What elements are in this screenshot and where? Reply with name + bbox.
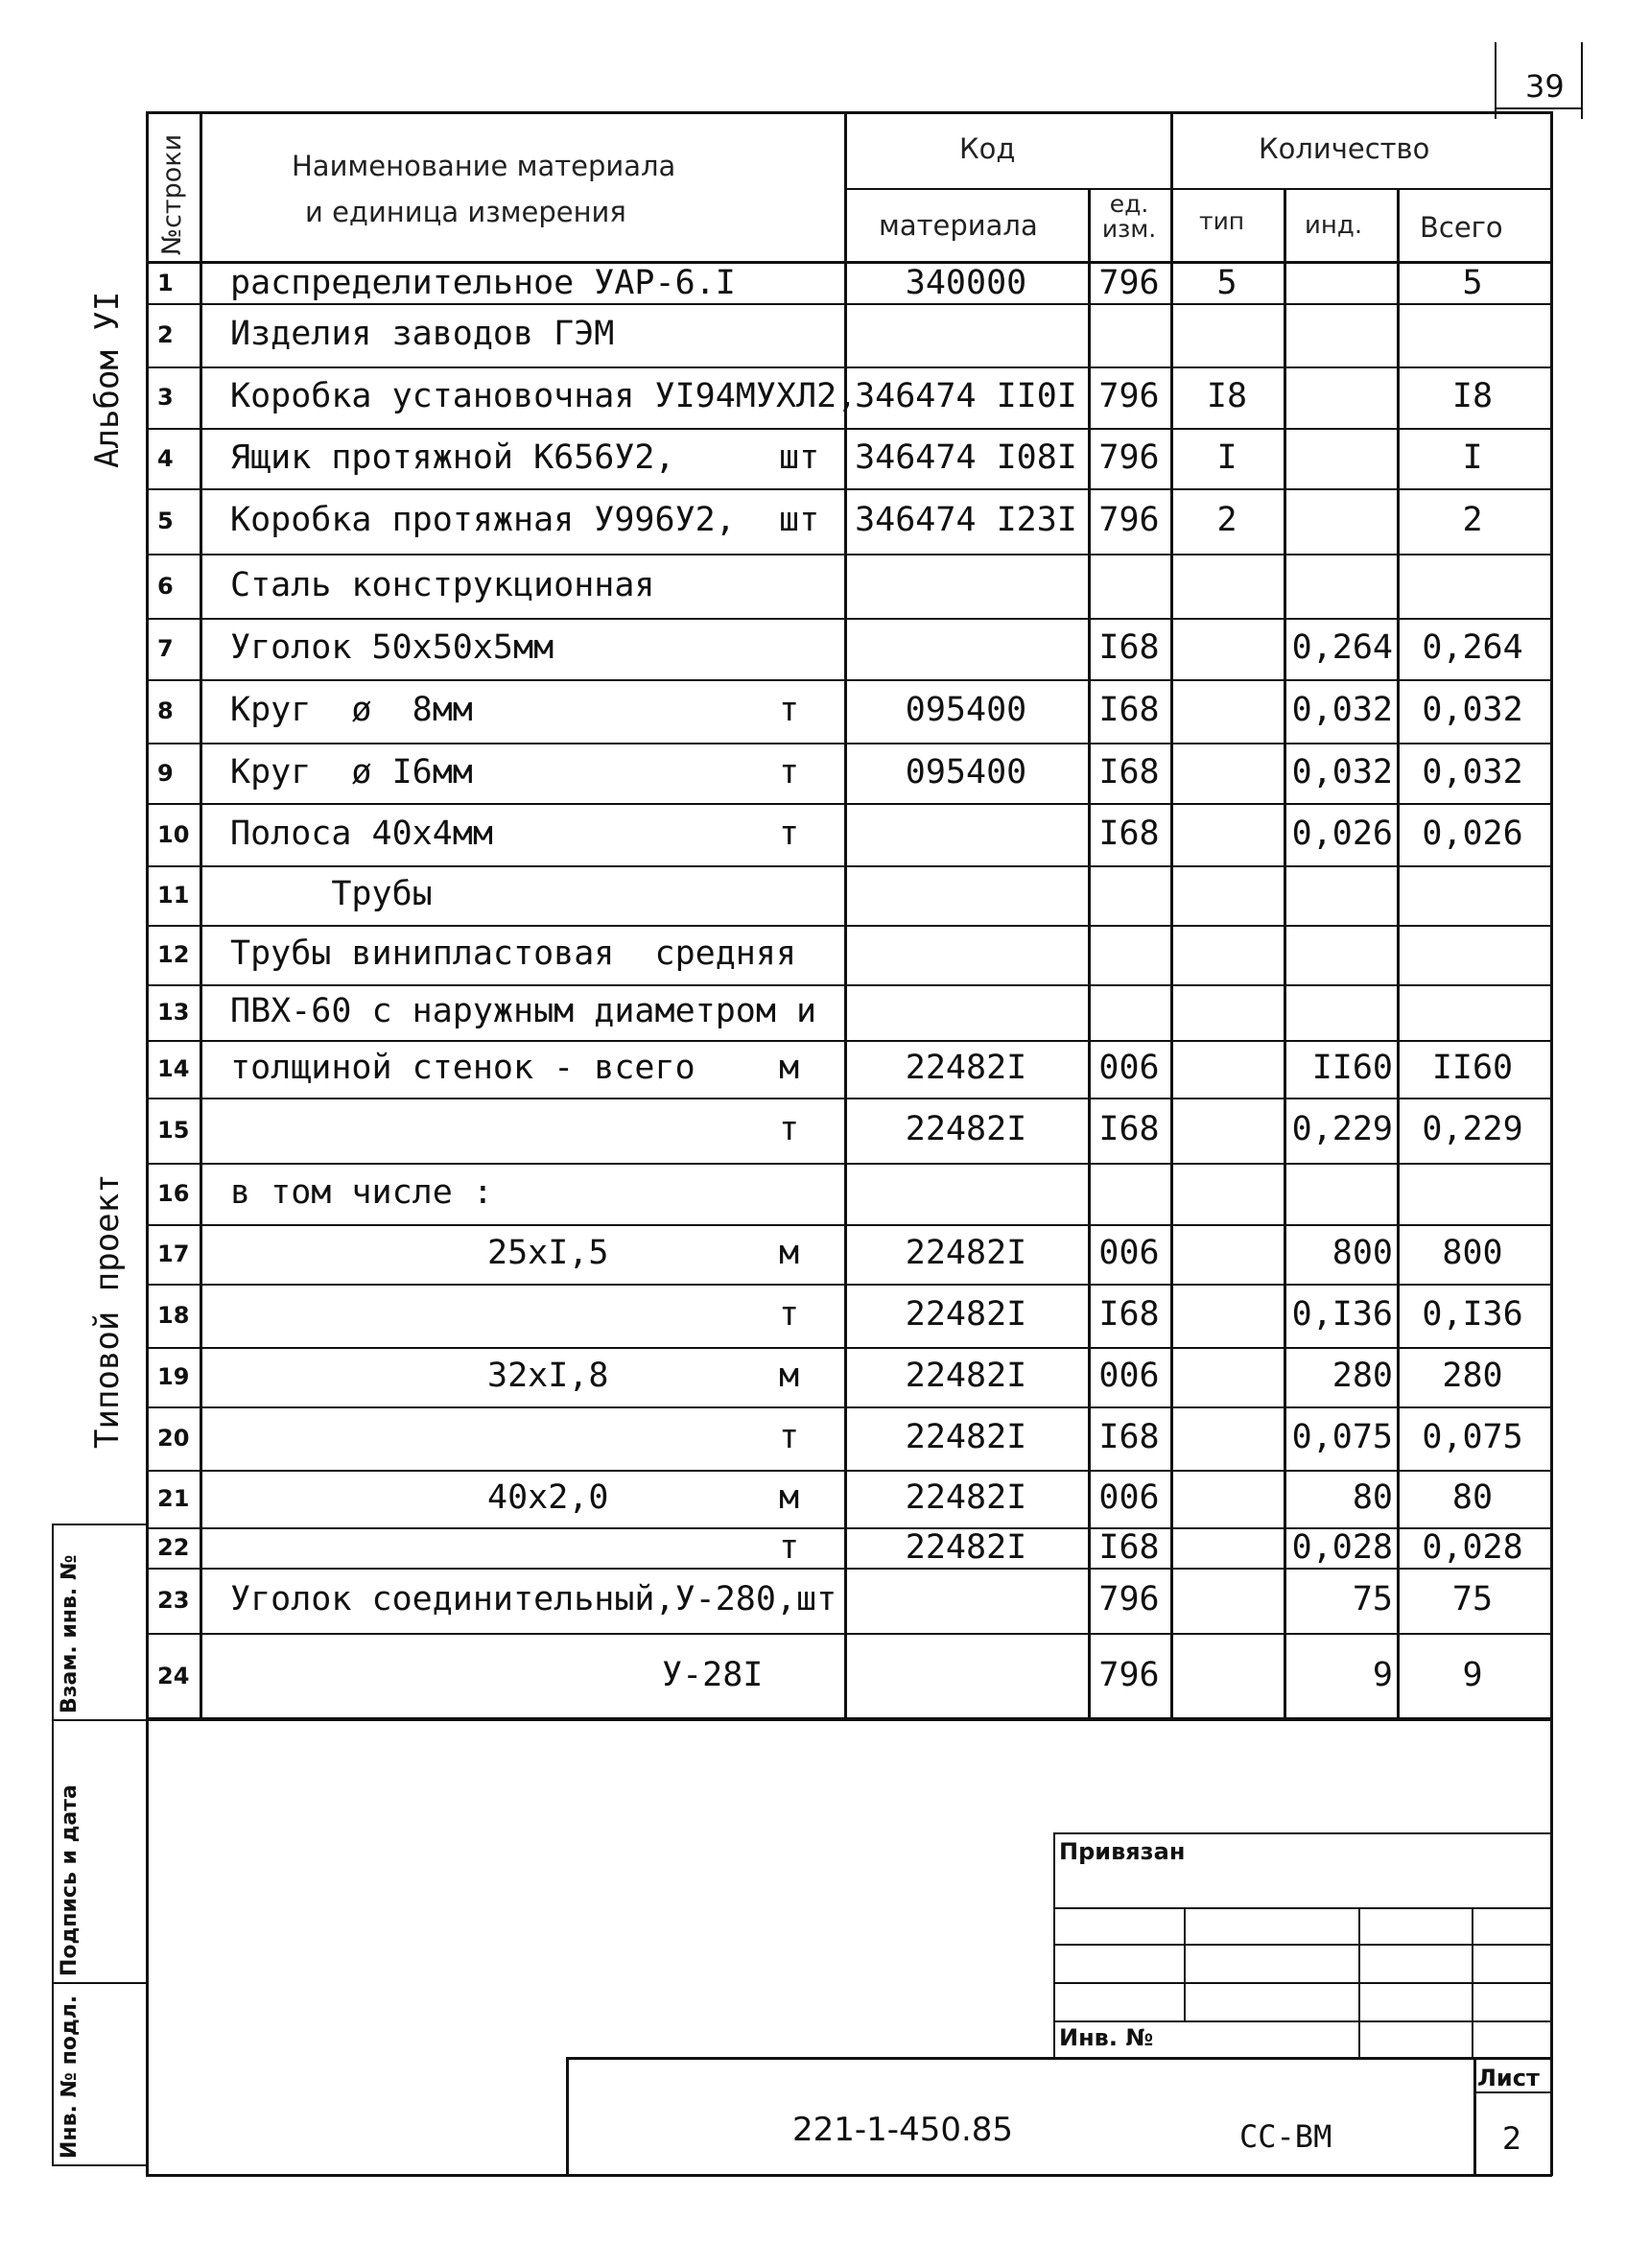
material-name: в том числе :	[230, 1173, 493, 1212]
qty-typ-header: тип	[1199, 207, 1245, 235]
name-header-line1: Наименование материала	[292, 150, 676, 182]
quantity-total: 0,032	[1422, 752, 1523, 791]
unit-of-measure: м	[779, 1049, 800, 1087]
row-number: 18	[157, 1302, 190, 1329]
row-divider	[146, 803, 1552, 805]
row-number: 4	[157, 444, 174, 472]
material-name: толщиной стенок - всего	[230, 1049, 695, 1087]
side-label-inv-podl: Инв. № подл.	[58, 1995, 82, 2159]
row-divider	[146, 679, 1552, 681]
quantity-total: 75	[1451, 1580, 1494, 1618]
unit-code: I68	[1098, 1295, 1160, 1334]
unit-of-measure: м	[779, 1234, 800, 1272]
material-name: Уголок соединительный,У-280,шт	[230, 1580, 837, 1618]
row-divider	[146, 554, 1552, 555]
row-divider	[146, 618, 1552, 620]
code-header: Код	[959, 132, 1016, 165]
unit-code: 006	[1098, 1478, 1160, 1517]
row-divider	[146, 925, 1552, 927]
designation: 221-1-450.85	[792, 2111, 1014, 2149]
quantity-total: 80	[1451, 1478, 1494, 1517]
quantity-total: II60	[1431, 1049, 1514, 1087]
row-number: 15	[157, 1117, 190, 1144]
row-divider	[146, 1568, 1552, 1570]
material-name: 25хI,5	[487, 1234, 609, 1272]
row-number: 24	[157, 1663, 190, 1689]
sheet-number: 2	[1502, 2120, 1522, 2157]
row-divider	[146, 1284, 1552, 1286]
quantity-ind: 0,026	[1291, 814, 1393, 853]
row-number-header: №строки	[157, 133, 187, 255]
quantity-typ: I8	[1206, 377, 1248, 415]
material-code: 095400	[905, 752, 1027, 791]
row-divider	[146, 488, 1552, 490]
row-divider	[146, 303, 1552, 305]
unit-code: I68	[1098, 691, 1160, 729]
unit-of-measure: т	[779, 814, 800, 853]
unit-of-measure: т	[779, 1528, 800, 1567]
unit-code: I68	[1098, 628, 1160, 667]
material-code: 22482I	[905, 1110, 1027, 1148]
material-code: 095400	[905, 691, 1027, 729]
material-name: Круг ø 8мм	[230, 691, 473, 729]
qty-ind-header: инд.	[1305, 211, 1363, 240]
row-number: 19	[157, 1363, 190, 1390]
unit-of-measure: т	[779, 1418, 800, 1456]
quantity-total: 0,026	[1422, 814, 1523, 853]
material-name: Уголок 50х50х5мм	[230, 628, 554, 667]
unit-code: I68	[1098, 1418, 1160, 1456]
unit-code: I68	[1098, 1110, 1160, 1148]
unit-code: 796	[1098, 377, 1160, 415]
quantity-ind: 80	[1352, 1478, 1393, 1517]
unit-code: 006	[1098, 1049, 1160, 1087]
quantity-ind: 0,I36	[1291, 1295, 1393, 1334]
unit-code: 796	[1098, 437, 1160, 477]
unit-of-measure: т	[779, 691, 800, 729]
quantity-ind: 0,032	[1291, 691, 1393, 729]
row-number: 8	[157, 697, 174, 724]
material-code: 22482I	[905, 1295, 1027, 1334]
row-number: 14	[157, 1055, 190, 1082]
unit-code: I68	[1098, 814, 1160, 853]
unit-code: 796	[1098, 264, 1160, 302]
quantity-total: 280	[1442, 1357, 1503, 1395]
quantity-ind: 800	[1331, 1234, 1393, 1272]
material-code: 22482I	[905, 1418, 1027, 1456]
material-name: ПВХ-60 с наружным диаметром и	[230, 992, 817, 1030]
quantity-total: 0,264	[1422, 628, 1523, 667]
quantity-total: 9	[1462, 1656, 1483, 1694]
row-number: 1	[157, 270, 174, 296]
material-name: Полоса 40х4мм	[230, 814, 493, 853]
row-divider	[146, 1470, 1552, 1472]
side-label-album: Альбом УI	[88, 291, 127, 468]
unit-of-measure: т	[779, 752, 800, 791]
quantity-total: 0,I36	[1422, 1295, 1523, 1334]
quantity-total: 800	[1442, 1234, 1503, 1272]
unit-code: 796	[1098, 501, 1160, 539]
material-code: 346474 II0I	[855, 377, 1077, 415]
material-name: распределительное УАР-6.I	[230, 264, 736, 302]
row-divider	[146, 1224, 1552, 1226]
side-label-podpis-data: Подпись и дата	[58, 1784, 82, 1976]
material-code: 340000	[905, 264, 1027, 302]
material-name: Изделия заводов ГЭМ	[230, 315, 615, 353]
row-divider	[146, 743, 1552, 744]
unit-code: 796	[1098, 1580, 1160, 1618]
material-code: 346474 I23I	[855, 501, 1077, 539]
row-number: 22	[157, 1534, 190, 1561]
material-name: 40х2,0	[487, 1478, 609, 1517]
row-number: 23	[157, 1587, 190, 1614]
quantity-ind: 0,028	[1291, 1528, 1393, 1567]
document-mark: СС-ВМ	[1239, 2118, 1332, 2155]
quantity-ind: II60	[1311, 1049, 1393, 1087]
row-number: 6	[157, 572, 174, 600]
row-divider	[146, 1163, 1552, 1165]
unit-code: I68	[1098, 1528, 1160, 1567]
row-number: 5	[157, 508, 174, 534]
row-number: 11	[157, 882, 190, 909]
unit-of-measure: т	[779, 1295, 800, 1334]
quantity-total: 0,075	[1422, 1418, 1523, 1456]
page-number: 39	[1525, 68, 1565, 105]
quantity-total: 0,229	[1422, 1110, 1523, 1148]
quantity-total: I	[1462, 437, 1483, 477]
quantity-header: Количество	[1259, 132, 1430, 165]
row-divider	[146, 1633, 1552, 1635]
row-number: 21	[157, 1485, 190, 1512]
code-unit-header: ед. изм.	[1101, 190, 1157, 244]
row-number: 20	[157, 1425, 190, 1452]
quantity-ind: 0,075	[1291, 1418, 1393, 1456]
material-name: Коробка установочная УI94МУХЛ2,	[230, 377, 858, 415]
row-divider	[146, 1347, 1552, 1349]
quantity-ind: 280	[1331, 1357, 1393, 1395]
unit-of-measure: т	[779, 1110, 800, 1148]
quantity-total: 2	[1462, 501, 1483, 539]
material-name: Трубы винипластовая средняя	[230, 934, 797, 973]
material-code: 22482I	[905, 1357, 1027, 1395]
quantity-ind: 0,229	[1291, 1110, 1393, 1148]
quantity-ind: 75	[1352, 1580, 1393, 1618]
row-number: 2	[157, 321, 174, 348]
quantity-typ: 2	[1216, 501, 1237, 539]
material-name: Трубы	[230, 875, 433, 913]
material-code: 22482I	[905, 1234, 1027, 1272]
row-number: 16	[157, 1180, 190, 1207]
side-label-vzam-inv: Взам. инв. №	[58, 1554, 82, 1713]
privyazan-label: Привязан	[1059, 1838, 1186, 1865]
row-number: 7	[157, 635, 174, 662]
row-number: 9	[157, 759, 174, 787]
material-name: У-28I	[662, 1656, 764, 1694]
quantity-ind: 0,032	[1291, 752, 1393, 791]
code-material-header: материала	[879, 209, 1038, 242]
quantity-total: I8	[1451, 377, 1494, 415]
material-name: Ящик протяжной К656У2,	[230, 437, 675, 477]
material-code: 346474 I08I	[855, 437, 1077, 477]
quantity-total: 0,032	[1422, 691, 1523, 729]
row-divider	[146, 1406, 1552, 1408]
side-label-project: Типовой проект	[88, 1173, 127, 1449]
qty-total-header: Всего	[1420, 211, 1503, 244]
name-header-line2: и единица измерения	[305, 196, 626, 228]
row-divider	[146, 865, 1552, 867]
unit-code: I68	[1098, 752, 1160, 791]
unit-code: 006	[1098, 1234, 1160, 1272]
material-name: Коробка протяжная У996У2,	[230, 501, 736, 539]
row-divider	[146, 1098, 1552, 1099]
quantity-typ: I	[1216, 437, 1237, 477]
unit-of-measure: шт	[779, 437, 820, 477]
row-divider	[146, 1040, 1552, 1042]
sheet-label: Лист	[1477, 2065, 1540, 2091]
row-divider	[146, 984, 1552, 986]
material-code: 22482I	[905, 1528, 1027, 1567]
material-code: 22482I	[905, 1049, 1027, 1087]
unit-code: 796	[1098, 1656, 1160, 1694]
unit-of-measure: м	[779, 1357, 800, 1395]
unit-of-measure: м	[779, 1478, 800, 1517]
material-name: 32хI,8	[487, 1357, 609, 1395]
unit-code: 006	[1098, 1357, 1160, 1395]
quantity-total: 0,028	[1422, 1528, 1523, 1567]
material-name: Сталь конструкционная	[230, 565, 655, 604]
row-number: 12	[157, 941, 190, 968]
row-number: 10	[157, 820, 190, 848]
row-number: 3	[157, 384, 174, 411]
quantity-ind: 0,264	[1291, 628, 1393, 667]
material-name: Круг ø I6мм	[230, 752, 473, 791]
row-number: 13	[157, 999, 190, 1026]
row-divider	[146, 366, 1552, 368]
row-divider	[146, 1719, 1552, 1721]
quantity-ind: 9	[1372, 1656, 1393, 1694]
row-number: 17	[157, 1240, 190, 1267]
quantity-typ: 5	[1216, 264, 1237, 302]
unit-of-measure: шт	[779, 501, 820, 539]
material-code: 22482I	[905, 1478, 1027, 1517]
row-divider	[146, 428, 1552, 430]
quantity-total: 5	[1462, 264, 1483, 302]
inv-no-label: Инв. №	[1059, 2024, 1154, 2051]
